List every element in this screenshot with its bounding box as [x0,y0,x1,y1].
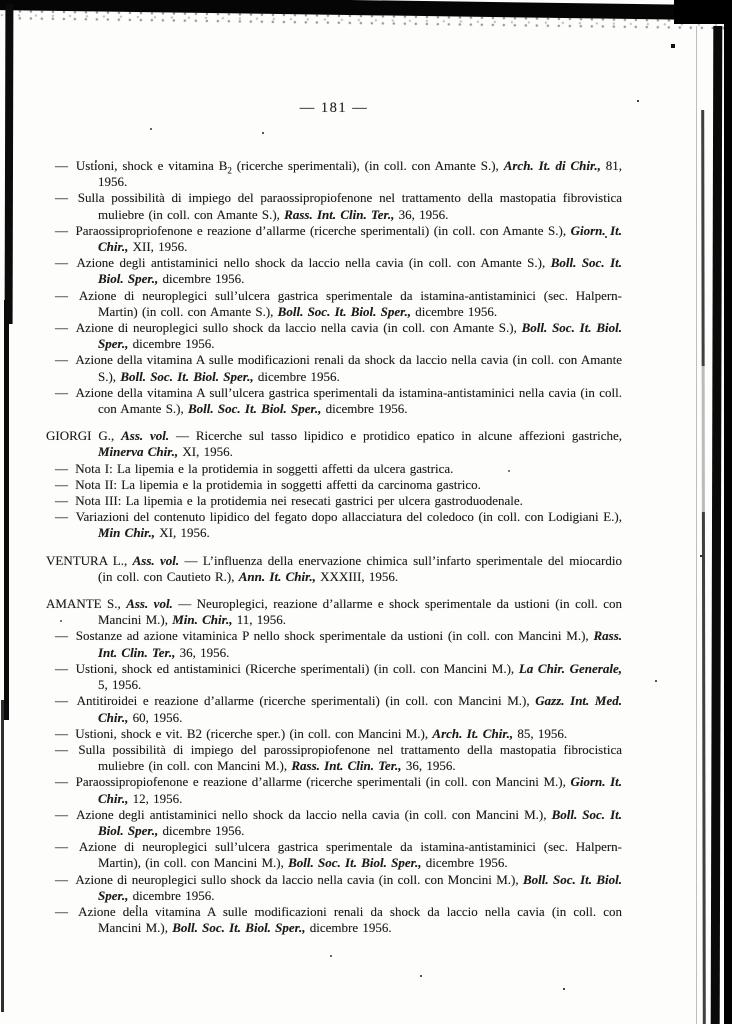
entry-text: dicembre 1956. [305,920,392,936]
entry-text: 36, 1956. [394,206,449,222]
scan-artifact-right-streak [701,110,706,1024]
bibliography-entry [55,352,622,384]
bibliography-entry [55,872,622,904]
entry-text: VENTURA L., [46,552,133,568]
entry-dash: — [55,222,73,238]
bibliography-entry [55,807,622,839]
journal-name: Ass. vol. [132,552,180,568]
journal-name: Boll. Soc. It. Biol. Sper., [98,320,622,352]
journal-name: Boll. Soc. It. Biol. Sper., [98,255,622,287]
bibliography-entry [55,774,622,806]
entry-dash: — [55,903,76,919]
journal-name: Rass. Int. Clin. Ter., [284,206,395,222]
entry-dash: — [55,871,73,887]
journal-name: Ann. It. Chir., [238,568,316,584]
page-number: — 181 — [299,100,369,116]
journal-name: Giorn. It. Chir., [98,774,622,806]
entry-text: Ustioni, shock e vit. B2 (ricerche sper.) (in coll. con Mancini M.), [75,725,433,741]
bibliography-entry [46,596,622,628]
entry-text: Paraossipropriofenone e reazione d’allarme (ricerche sperimentali) (in coll. con Amante S.), [75,222,571,238]
entry-text: XII, 1956. [128,239,188,255]
bibliography-section [46,158,622,417]
entry-text: dicembre 1956. [158,271,245,287]
entry-text: GIORGI G., [46,428,122,444]
journal-name: Boll. Soc. It. Biol. Sper., [98,806,622,838]
entry-text: Azione della vitamina A sull’ulcera gastrica sperimentali da istamina-antistaminici nella cavia (in coll. con Amante S.), [75,384,622,417]
entry-text: dicembre 1956. [321,401,408,417]
entry-text: 85, 1956. [513,725,568,741]
bibliography-entry [55,223,622,255]
bibliography [46,158,622,936]
bibliography-entry [55,726,622,742]
bibliography-entry [55,461,622,477]
entry-text: Sulla possibilità di impiego del paraossipropiofenone nel trattamento della mastopatia fibrovistica muliebre (in coll. con Amante S.), [77,190,623,222]
entry-text: dicembre 1956. [421,855,508,871]
entry-text: dicembre 1956. [253,368,340,384]
entry-text: Ustioni, shock e vitamina B [75,158,228,173]
journal-name: Boll. Soc. It. Biol. Sper., [188,401,322,417]
scan-artifact-left-edge [4,300,9,720]
entry-text: 2 [227,165,232,176]
entry-text: Azione di neuroplegici sullo shock da laccio nella cavia (in coll. con Amante S.), [75,320,522,336]
journal-name: Ass. vol. [121,428,170,444]
scan-artifact-right-band [724,22,732,1024]
entry-text: Antitiroidei e reazione d’allarme (ricerche sperimentali) (in coll. con Mancini M.), [76,693,536,709]
entry-dash: — [55,493,73,509]
entry-text: Nota I: La lipemia e la protidemia in soggetti affetti da ulcera gastrica. [75,460,454,476]
entry-dash: — [55,287,76,303]
entry-text: 12, 1956. [128,790,183,806]
bibliography-entry [55,288,622,320]
entry-text: — Ricerche sul tasso lipidico e protidico epatico in alcune affezioni gastriche, [169,428,622,444]
entry-text: — L’influenza della enervazione chimica sull’infarto sperimentale del miocardio (in coll. con Cautieto R.), [98,552,622,584]
entry-dash: — [55,806,74,822]
bibliography-entry [55,190,622,222]
scan-artifact-specks [0,0,2,2]
scan-artifact-right-band [711,26,723,1024]
bibliography-entry [55,255,622,287]
entry-text: 81, 1956. [98,158,622,190]
entry-dash: — [55,190,75,206]
entry-dash: — [55,158,73,173]
journal-name: Arch. It. di Chir., [503,158,601,173]
entry-text: Azione di neuroplegici sull’ulcera gastrica sperimentale da istamina-antistaminici (sec. Halpern-Martin), (in coll. con Mancini M.), [78,839,622,871]
page-content [46,100,622,936]
entry-text: XXXIII, 1956. [315,568,399,584]
entry-text: Azione degli antistaminici nello shock da laccio nella cavia (in coll. con Mancini M.), [76,806,552,822]
entry-text: (ricerche sperimentali), (in coll. con Amante S.), [231,158,504,173]
entry-text: 60, 1956. [128,709,183,725]
entry-dash: — [55,725,73,741]
journal-name: Giorn. It. Chir., [98,222,623,255]
bibliography-section [46,553,622,585]
entry-dash: — [55,320,73,336]
journal-name: Boll. Soc. It. Biol. Sper., [120,368,254,384]
entry-dash: — [55,660,73,676]
scan-artifact-left-edge [5,4,14,324]
journal-name: Arch. It. Chir., [432,725,514,741]
entry-text: dicembre 1956. [128,336,215,352]
entry-dash: — [55,460,73,476]
entry-text: Azione degli antistaminici nello shock da laccio nella cavia (in coll. con Amante S.), [76,255,551,271]
journal-name: Boll. Soc. It. Biol. Sper., [172,920,306,936]
entry-text: 11, 1956. [232,612,287,628]
bibliography-entry [55,320,622,352]
entry-dash: — [55,509,73,525]
journal-name: Gazz. Int. Med. Chir., [98,693,622,725]
bibliography-entry [46,428,622,460]
bibliography-section [46,428,622,541]
scan-artifact-top-right-corner [674,0,732,24]
bibliography-entry [55,661,622,693]
entry-text: Azione della vitamina A sulle modificazioni renali da shock da laccio nella cavia (in coll. con Mancini M.), [78,903,622,936]
journal-name: Boll. Soc. It. Biol. Sper., [288,855,422,871]
entry-dash: — [55,741,76,757]
entry-text: Ustioni, shock ed antistaminici (Ricerche sperimentali) (in coll. con Mancini M.), [75,660,519,676]
journal-name: Min. Chir., [172,612,233,628]
journal-name: Minerva Chir., [98,444,179,460]
entry-dash: — [55,774,73,790]
entry-text: Sostanze ad azione vitaminica P nello shock sperimentale da ustioni (in coll. con Mancini M.), [75,628,594,644]
entry-text: Variazioni del contenuto lipidico del fegato dopo allacciatura del coledoco (in coll. con Lodigiani E.), [75,509,622,525]
bibliography-entry [55,904,622,936]
entry-text: Nota III: La lipemia e la protidemia nei resecati gastrici per ulcera gastroduodenale. [75,493,523,509]
scan-artifact-left-edge [1,700,4,1012]
journal-name: Boll. Soc. It. Biol. Sper., [98,871,622,903]
entry-dash: — [55,693,74,709]
entry-text: 36, 1956. [175,644,230,660]
bibliography-entry [55,693,622,725]
entry-dash: — [55,384,73,400]
entry-text: XI, 1956. [155,525,210,541]
bibliography-entry [55,839,622,871]
entry-text: dicembre 1956. [158,822,245,838]
entry-text: Sulla possibilità di impiego del parossipropiofenone nel trattamento della mastopatia fibrocistica muliebre (in coll. con Mancini M.), [78,741,622,774]
bibliography-entry [55,742,622,774]
bibliography-entry [55,509,622,541]
bibliography-entry [55,385,622,417]
bibliography-entry [55,158,622,190]
journal-name: La Chir. Generale, [518,660,622,676]
bibliography-entry [55,477,622,493]
entry-text: 36, 1956. [401,758,456,774]
bibliography-section [46,596,622,936]
entry-text: — Neuroplegici, reazione d’allarme e shock sperimentale da ustioni (in coll. con Mancini M.), [98,596,623,628]
journal-name: Ass. vol. [126,596,173,612]
journal-name: Min Chir., [98,525,156,541]
entry-dash: — [55,628,73,644]
entry-dash: — [55,352,73,368]
entry-text: Paraossipropiofenone e reazione d’allarme (ricerche sperimentali (in coll. con Mancini M.), [75,774,571,790]
entry-text: AMANTE S., [46,596,127,612]
entry-dash: — [55,255,74,271]
bibliography-entry [55,628,622,660]
journal-name: Rass. Int. Clin. Ter., [291,758,402,774]
entry-text: dicembre 1956. [128,887,215,903]
entry-dash: — [55,839,76,855]
entry-text: dicembre 1956. [410,303,498,319]
entry-text: Nota II: La lipemia e la protidemia in soggetti affetti da carcinoma gastrico. [75,476,481,492]
journal-name: Rass. Int. Clin. Ter., [98,628,623,660]
entry-text: 5, 1956. [98,677,142,693]
entry-text: Azione della vitamina A sulle modificazioni renali da shock da laccio nella cavia (in coll. con Amante S.), [75,352,622,384]
bibliography-entry [46,553,622,585]
bibliography-entry [55,493,622,509]
entry-text: Azione di neuroplegici sullo shock da laccio nella cavia (in coll. con Moncini M.), [75,871,523,887]
entry-text: Azione di neuroplegici sull’ulcera gastrica sperimentale da istamina-antistaminici (sec. Halpern-Martin) (in coll. con Amante S.), [78,287,622,319]
scan-artifact-page-edge-shadow [696,26,697,1024]
entry-dash: — [55,476,73,492]
entry-text: XI, 1956. [178,444,233,460]
journal-name: Boll. Soc. It. Biol. Sper., [277,303,411,319]
